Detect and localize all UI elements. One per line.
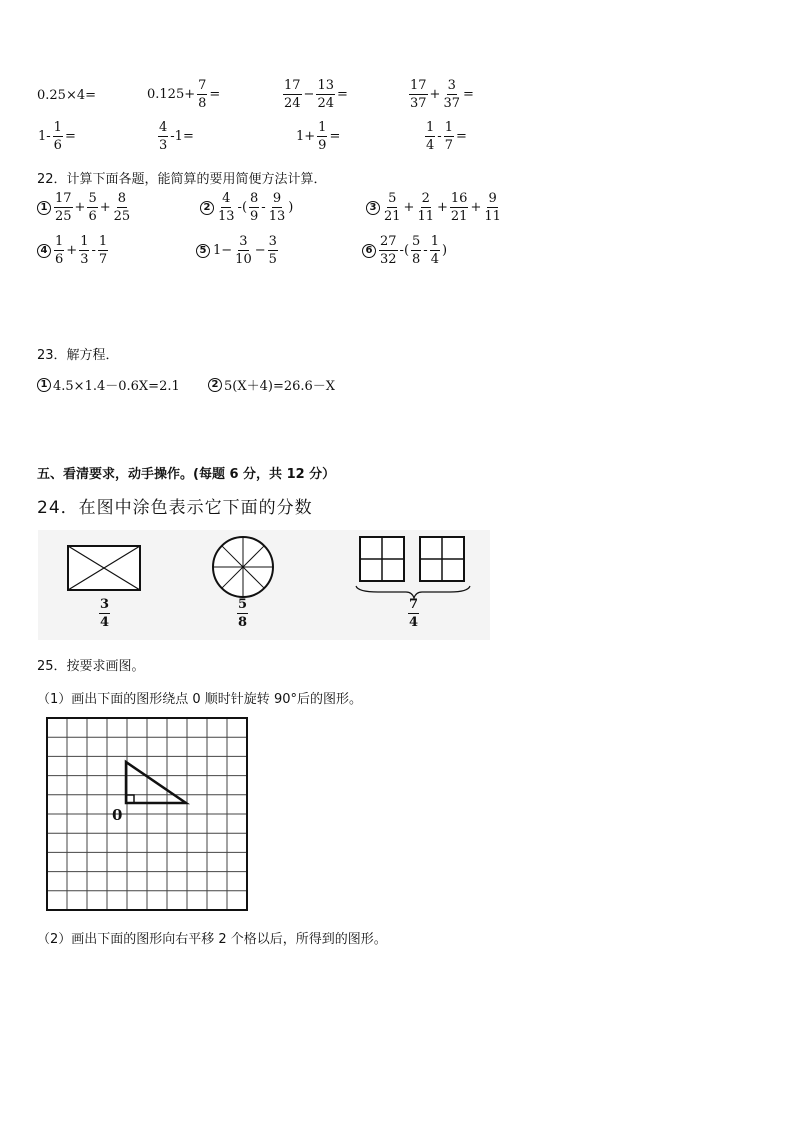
circled-number: 1	[37, 201, 51, 215]
q24-title: 24．在图中涂色表示它下面的分数	[37, 498, 313, 518]
arith-1-1: 0.25×4=	[37, 88, 97, 103]
fraction: $\frac{1}{6}$	[55, 234, 64, 267]
arith-2-2: $\frac{4}{3}$ -1=	[159, 120, 194, 153]
fraction: $\frac{4}{3}$	[159, 120, 168, 153]
fraction: $\frac{5}{21}$	[384, 191, 401, 224]
fraction: $\frac{1}{4}$	[430, 234, 439, 267]
fraction-label-2: $\frac{5}{8}$	[238, 597, 248, 630]
fraction: $\frac{1}{3}$	[80, 234, 89, 267]
fraction: $\frac{1}{6}$	[53, 120, 62, 153]
fraction: $\frac{17}{24}$	[284, 78, 301, 111]
q22-item-4: 4 $\frac{1}{6}$ + $\frac{1}{3}$ - $\frac{1}{7}$	[37, 235, 109, 266]
circled-number: 2	[208, 378, 222, 392]
fraction: $\frac{1}{7}$	[98, 234, 108, 267]
fraction: $\frac{13}{24}$	[317, 78, 334, 111]
fraction: $\frac{8}{25}$	[113, 191, 131, 224]
fraction: $\frac{3}{5}$	[268, 234, 277, 267]
q22-item-2: 2 $\frac{4}{13}$ -( $\frac{8}{9}$ - $\frac{9}{13}$ )	[200, 192, 294, 223]
arith-1-3: $\frac{17}{24}$ − $\frac{13}{24}$ =	[284, 78, 348, 111]
fraction: $\frac{17}{25}$	[55, 191, 72, 224]
fraction: $\frac{9}{13}$	[268, 191, 286, 224]
fraction: $\frac{1}{4}$	[426, 120, 435, 153]
fraction: $\frac{1}{9}$	[318, 120, 327, 153]
grid-figure[interactable]	[46, 717, 250, 913]
section5-title: 五、看清要求，动手操作。(每题 6 分，共 12 分）	[37, 467, 336, 482]
q22-item-3: 3 $\frac{5}{21}$ + $\frac{2}{11}$ + $\frac{16}{21}$ + $\frac{9}{11}$	[366, 192, 503, 223]
circled-number: 6	[362, 244, 376, 258]
fraction: $\frac{4}{13}$	[218, 191, 235, 224]
q22-item-1: 1 $\frac{17}{25}$ + $\frac{5}{6}$ + $\frac{8}{25}$	[37, 192, 132, 223]
fraction: $\frac{2}{11}$	[417, 191, 434, 224]
q25-title: 25．按要求画图。	[37, 659, 145, 674]
fraction: $\frac{9}{11}$	[484, 191, 501, 224]
fraction: $\frac{8}{9}$	[250, 191, 259, 224]
fraction: $\frac{1}{7}$	[444, 120, 453, 153]
q22-title: 22．计算下面各题，能简算的要用简便方法计算．	[37, 172, 327, 187]
fraction-label-1: $\frac{3}{4}$	[100, 597, 110, 630]
q23-title: 23．解方程．	[37, 348, 119, 363]
square-figure-2[interactable]	[420, 537, 464, 581]
fraction: $\frac{5}{8}$	[412, 234, 421, 267]
q23-eq1: 1 4.5×1.4－0.6X=2.1	[37, 375, 180, 394]
fraction: $\frac{3}{10}$	[235, 234, 252, 267]
circled-number: 3	[366, 201, 380, 215]
q25-part2: （2）画出下面的图形向右平移 2 个格以后，所得到的图形。	[37, 932, 387, 947]
circled-number: 2	[200, 201, 214, 215]
fraction: $\frac{5}{6}$	[88, 191, 97, 224]
fraction: $\frac{27}{32}$	[380, 234, 397, 267]
circled-number: 1	[37, 378, 51, 392]
right-triangle	[126, 762, 186, 803]
q22-item-6: 6 $\frac{27}{32}$ -( $\frac{5}{8}$ - $\frac{1}{4}$ )	[362, 235, 448, 266]
arith-2-3: 1+ $\frac{1}{9}$ =	[296, 120, 341, 153]
circled-number: 5	[196, 244, 210, 258]
square-figure-1[interactable]	[360, 537, 404, 581]
arith-2-4: $\frac{1}{4}$ - $\frac{1}{7}$ =	[426, 120, 467, 153]
q25-part1: （1）画出下面的图形绕点 0 顺时针旋转 90°后的图形。	[37, 692, 362, 707]
q22-item-5: 5 1− $\frac{3}{10}$ − $\frac{3}{5}$	[196, 235, 279, 266]
fraction: $\frac{16}{21}$	[450, 191, 468, 224]
arith-2-1: 1- $\frac{1}{6}$ =	[38, 120, 76, 153]
fraction: $\frac{7}{8}$	[198, 78, 207, 111]
fraction-label-3: $\frac{7}{4}$	[409, 597, 419, 630]
circle-figure[interactable]	[213, 537, 273, 597]
arith-1-4: $\frac{17}{37}$ + $\frac{3}{37}$ =	[410, 78, 474, 111]
q23-eq2: 2 5(X＋4)=26.6－X	[208, 375, 335, 394]
circled-number: 4	[37, 244, 51, 258]
fraction: $\frac{17}{37}$	[410, 78, 427, 111]
rectangle-figure[interactable]	[68, 546, 140, 590]
arith-1-2: 0.125+ $\frac{7}{8}$ =	[147, 78, 221, 111]
rotation-point-label: 0	[112, 806, 123, 824]
fraction: $\frac{3}{37}$	[443, 78, 460, 111]
